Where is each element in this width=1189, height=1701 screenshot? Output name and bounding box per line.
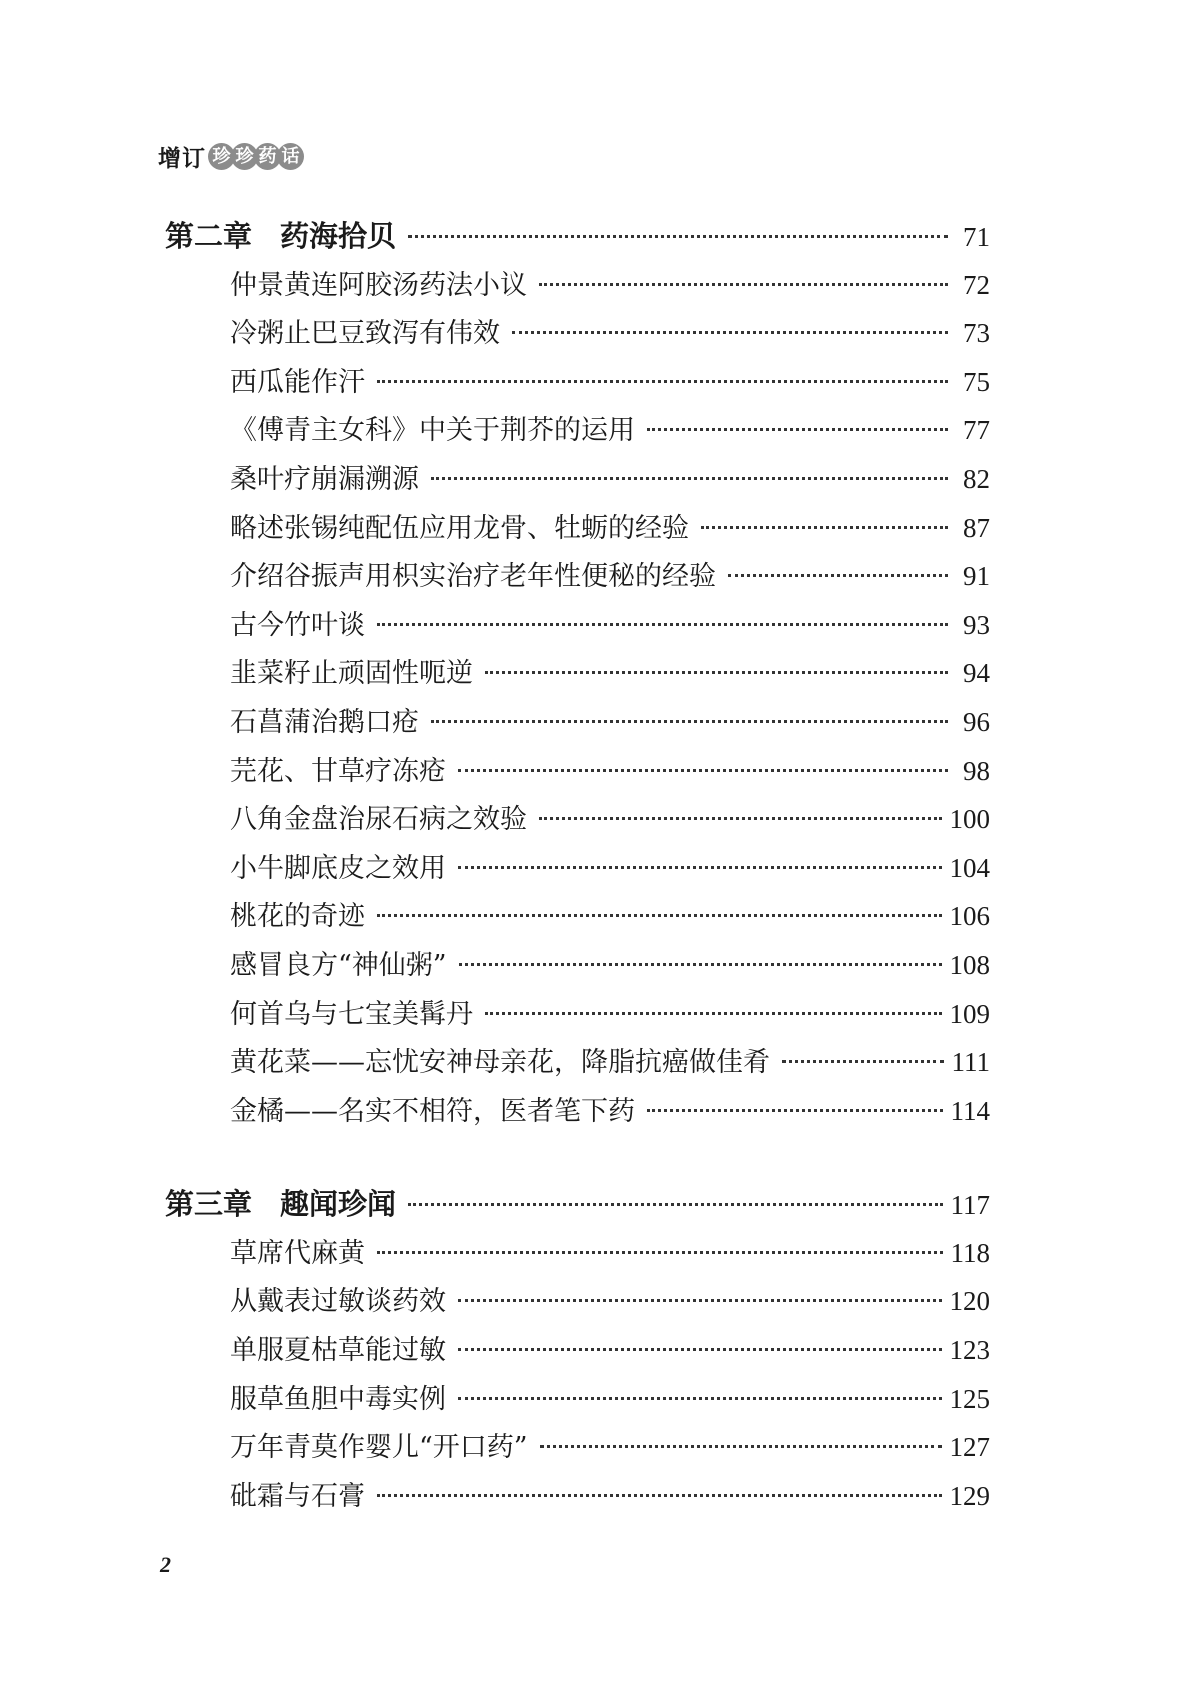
dot-leader [485,671,948,674]
entry-page-number: 72 [963,269,990,300]
page-number: 2 [160,1552,171,1577]
toc-entry[interactable] [165,358,990,407]
dot-leader [539,283,948,286]
toc-entry[interactable] [165,1087,990,1136]
entry-page-number: 114 [950,1095,990,1126]
entry-title: 小牛脚底皮之效用 [230,852,446,884]
toc-entry[interactable] [165,1038,990,1087]
dot-leader [728,574,948,577]
toc-entry[interactable] [165,504,990,553]
book-title-prefix: 增订 [158,146,206,172]
toc-entry[interactable] [165,844,990,893]
chapter-title: 药海拾贝 [280,219,397,253]
entry-title: 《傅青主女科》中关于荆芥的运用 [230,415,635,447]
entry-title: 桑叶疗崩漏溯源 [230,463,419,495]
dot-leader [377,623,948,626]
toc-entry[interactable] [165,698,990,747]
entry-page-number: 91 [963,561,990,592]
entry-page-number: 94 [963,658,990,689]
entry-title: 仲景黄连阿胶汤药法小议 [230,269,527,301]
entry-page-number: 123 [949,1335,990,1366]
dot-leader [459,963,942,966]
entry-title: 万年青莫作婴儿“开口药” [230,1432,528,1464]
entry-page-number: 100 [949,804,990,835]
entry-title: 感冒良方“神仙粥” [230,949,447,981]
dot-leader [782,1060,944,1063]
entry-title: 冷粥止巴豆致泻有伟效 [230,318,500,350]
chapter-title: 趣闻珍闻 [280,1187,397,1222]
book-title-char: 药 [254,143,281,170]
dot-leader [485,1012,942,1015]
running-header [158,140,300,173]
toc-entry[interactable] [165,747,990,796]
dot-leader [377,1251,943,1254]
entry-page-number: 109 [949,998,990,1029]
entry-page-number: 82 [963,463,990,494]
dot-leader [458,1299,942,1302]
toc-entry[interactable] [165,941,990,990]
book-title-char: 珍 [231,143,258,170]
dot-leader [539,817,942,820]
entry-page-number: 129 [949,1480,990,1511]
dot-leader [458,1397,942,1400]
toc-chapter [165,212,990,1135]
toc-entry[interactable] [165,1472,990,1521]
toc-entry[interactable] [165,601,990,650]
chapter-page-number: 71 [963,222,990,252]
entry-page-number: 111 [951,1047,990,1078]
entry-title: 介绍谷振声用枳实治疗老年性便秘的经验 [230,561,716,593]
entry-page-number: 125 [949,1383,990,1414]
entry-title: 石菖蒲治鹅口疮 [230,706,419,738]
book-title-char: 话 [277,143,304,170]
entry-page-number: 120 [949,1286,990,1317]
dot-leader [512,331,948,334]
entry-title: 金橘——名实不相符，医者笔下药 [230,1095,635,1127]
dot-leader [458,769,948,772]
entry-title: 桃花的奇迹 [230,901,365,933]
toc-entry[interactable] [165,309,990,358]
entry-page-number: 127 [949,1432,990,1463]
dot-leader [540,1445,942,1448]
entry-title: 古今竹叶谈 [230,609,365,641]
toc-entry[interactable] [165,1423,990,1472]
toc-chapter-heading[interactable] [165,212,990,261]
toc-entry[interactable] [165,406,990,455]
dot-leader [408,1203,942,1206]
book-title [208,143,300,170]
entry-page-number: 98 [963,755,990,786]
chapter-page-number: 117 [950,1190,990,1221]
toc-entry[interactable] [165,1326,990,1375]
dot-leader [377,380,948,383]
entry-title: 西瓜能作汗 [230,366,365,398]
entry-page-number: 73 [963,318,990,349]
dot-leader [647,428,948,431]
toc-entry[interactable] [165,261,990,310]
toc-entry[interactable] [165,1375,990,1424]
dot-leader [431,477,948,480]
entry-page-number: 96 [963,706,990,737]
toc-chapter-heading[interactable] [165,1180,990,1229]
toc-entry[interactable] [165,892,990,941]
book-title-char: 珍 [208,143,235,170]
dot-leader [377,914,942,917]
toc-entry[interactable] [165,1229,990,1278]
entry-title: 略述张锡纯配伍应用龙骨、牡蛎的经验 [230,512,689,544]
dot-leader [408,235,948,238]
toc-entry[interactable] [165,990,990,1039]
toc-entry[interactable] [165,455,990,504]
toc-entry[interactable] [165,1277,990,1326]
entry-title: 砒霜与石膏 [230,1480,365,1512]
entry-page-number: 118 [950,1237,990,1268]
entry-page-number: 104 [949,852,990,883]
chapter-number: 第二章 [165,219,253,253]
entry-title: 草席代麻黄 [230,1237,365,1269]
entry-page-number: 108 [949,949,990,980]
toc-chapter [165,1180,990,1520]
entry-page-number: 106 [949,901,990,932]
dot-leader [647,1109,943,1112]
toc-entry[interactable] [165,552,990,601]
dot-leader [377,1494,942,1497]
dot-leader [431,720,948,723]
entry-title: 单服夏枯草能过敏 [230,1335,446,1367]
entry-title: 何首乌与七宝美髯丹 [230,998,473,1030]
entry-page-number: 87 [963,512,990,543]
entry-page-number: 93 [963,609,990,640]
toc-entry[interactable] [165,795,990,844]
dot-leader [458,866,942,869]
entry-title: 八角金盘治尿石病之效验 [230,804,527,836]
entry-page-number: 75 [963,366,990,397]
entry-title: 黄花菜——忘忧安神母亲花，降脂抗癌做佳肴 [230,1047,770,1079]
entry-title: 韭菜籽止顽固性呃逆 [230,658,473,690]
entry-title: 从戴表过敏谈药效 [230,1286,446,1318]
toc-entry[interactable] [165,649,990,698]
dot-leader [701,526,948,529]
chapter-number: 第三章 [165,1187,253,1222]
entry-page-number: 77 [963,415,990,446]
dot-leader [458,1348,942,1351]
entry-title: 服草鱼胆中毒实例 [230,1383,446,1415]
table-of-contents [165,212,990,1520]
entry-title: 芫花、甘草疗冻疮 [230,755,446,787]
